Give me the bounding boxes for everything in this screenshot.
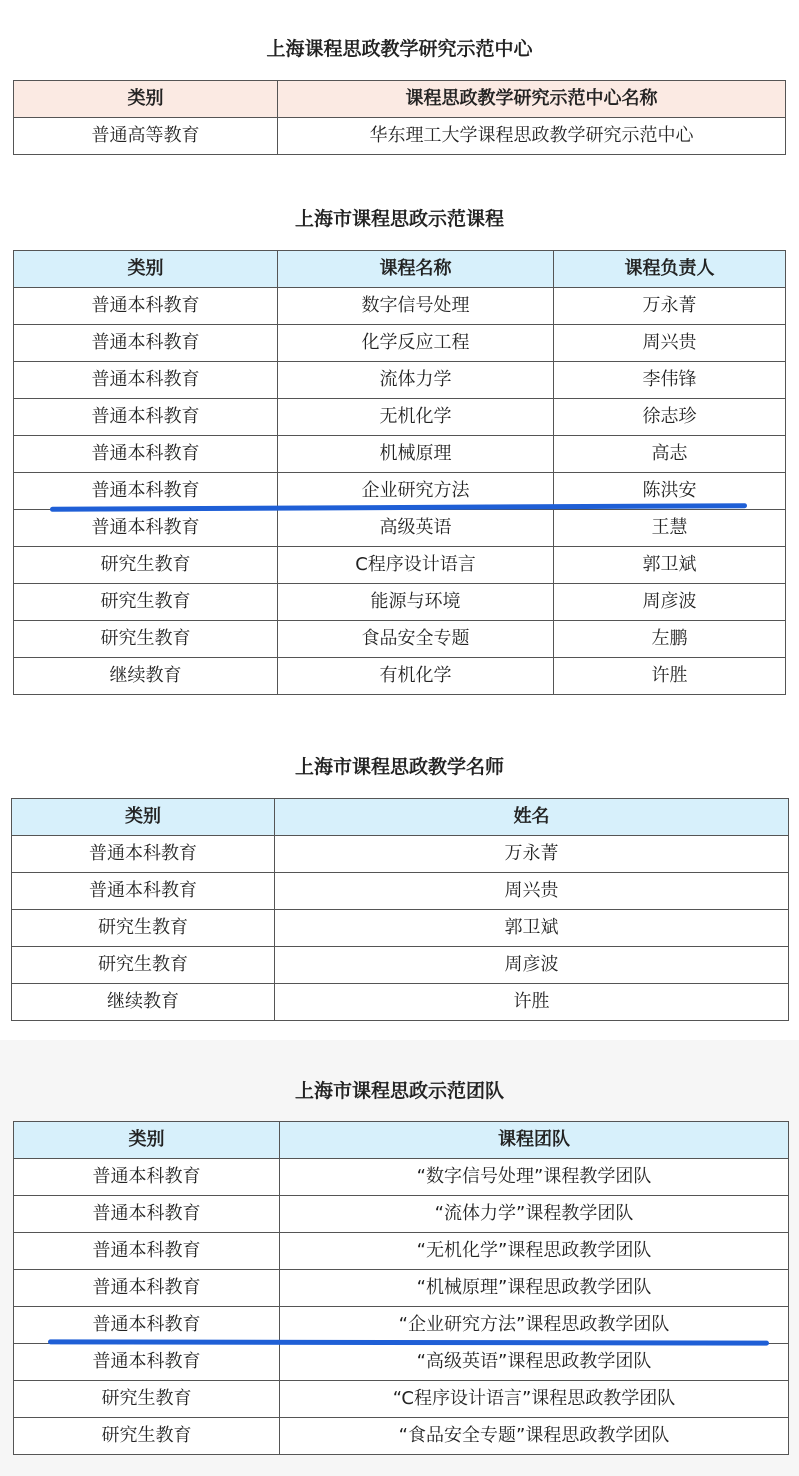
- cell-name: 许胜: [275, 984, 789, 1021]
- table-row: [14, 1418, 789, 1455]
- cell-team: “企业研究方法”课程思政教学团队: [280, 1307, 789, 1344]
- cell-category: 普通本科教育: [14, 1270, 280, 1307]
- table-header-row: [14, 1122, 789, 1159]
- cell-course-name: 有机化学: [278, 658, 554, 695]
- header-course-name: 课程名称: [278, 251, 554, 288]
- table-row: [12, 836, 789, 873]
- cell-category: 普通本科教育: [14, 1196, 280, 1233]
- table-row: [14, 1381, 789, 1418]
- cell-course-lead: 李伟锋: [554, 362, 786, 399]
- header-course-lead: 课程负责人: [554, 251, 786, 288]
- cell-name: 周彦波: [275, 947, 789, 984]
- cell-category: 普通本科教育: [14, 1233, 280, 1270]
- header-category: 类别: [14, 251, 278, 288]
- section-title-center: 上海课程思政教学研究示范中心: [266, 38, 533, 60]
- teams-table: [13, 1121, 789, 1455]
- table-row: [14, 288, 786, 325]
- cell-course-lead: 徐志珍: [554, 399, 786, 436]
- header-team: 课程团队: [280, 1122, 789, 1159]
- cell-course-lead: 郭卫斌: [554, 547, 786, 584]
- cell-course-name: 无机化学: [278, 399, 554, 436]
- cell-course-name: C程序设计语言: [278, 547, 554, 584]
- section-title-teams: 上海市课程思政示范团队: [294, 1080, 504, 1102]
- cell-course-name: 企业研究方法: [278, 473, 554, 510]
- table-row: [14, 547, 786, 584]
- cell-course-name: 机械原理: [278, 436, 554, 473]
- cell-course-lead: 王慧: [554, 510, 786, 547]
- cell-name: 郭卫斌: [275, 910, 789, 947]
- table-row: [12, 947, 789, 984]
- cell-category: 普通本科教育: [14, 1344, 280, 1381]
- cell-name: 周兴贵: [275, 873, 789, 910]
- cell-course-name: 高级英语: [278, 510, 554, 547]
- table-header-row: [14, 81, 786, 118]
- cell-category: 普通本科教育: [14, 473, 278, 510]
- cell-course-name: 化学反应工程: [278, 325, 554, 362]
- cell-team: “C程序设计语言”课程思政教学团队: [280, 1381, 789, 1418]
- cell-category: 普通本科教育: [14, 1307, 280, 1344]
- cell-category: 研究生教育: [12, 910, 275, 947]
- table-row: [14, 1159, 789, 1196]
- cell-course-lead: 周彦波: [554, 584, 786, 621]
- cell-course-lead: 许胜: [554, 658, 786, 695]
- cell-category: 普通本科教育: [14, 436, 278, 473]
- header-category: 类别: [14, 81, 278, 118]
- table-header-row: [12, 799, 789, 836]
- table-header-row: [14, 251, 786, 288]
- cell-category: 研究生教育: [12, 947, 275, 984]
- cell-category: 普通本科教育: [12, 836, 275, 873]
- cell-course-name: 食品安全专题: [278, 621, 554, 658]
- cell-category: 普通高等教育: [14, 118, 278, 155]
- cell-category: 研究生教育: [14, 1381, 280, 1418]
- table-row: [14, 1270, 789, 1307]
- cell-category: 普通本科教育: [14, 325, 278, 362]
- cell-category: 普通本科教育: [14, 399, 278, 436]
- header-name: 姓名: [275, 799, 789, 836]
- table-row: [14, 362, 786, 399]
- cell-category: 普通本科教育: [14, 288, 278, 325]
- cell-category: 普通本科教育: [14, 510, 278, 547]
- cell-center-name: 华东理工大学课程思政教学研究示范中心: [278, 118, 786, 155]
- table-row: [14, 584, 786, 621]
- cell-category: 继续教育: [14, 658, 278, 695]
- table-row: [14, 325, 786, 362]
- table-row: [14, 436, 786, 473]
- table-row: [14, 1196, 789, 1233]
- section-title-courses: 上海市课程思政示范课程: [294, 208, 504, 230]
- cell-course-lead: 高志: [554, 436, 786, 473]
- header-category: 类别: [14, 1122, 280, 1159]
- cell-category: 继续教育: [12, 984, 275, 1021]
- cell-category: 研究生教育: [14, 584, 278, 621]
- table-row: [14, 399, 786, 436]
- teachers-table: [11, 798, 789, 1021]
- table-row: [14, 658, 786, 695]
- table-row: [12, 873, 789, 910]
- cell-category: 普通本科教育: [14, 362, 278, 399]
- cell-course-lead: 陈洪安: [554, 473, 786, 510]
- header-center-name: 课程思政教学研究示范中心名称: [278, 81, 786, 118]
- cell-course-name: 数字信号处理: [278, 288, 554, 325]
- cell-course-name: 能源与环境: [278, 584, 554, 621]
- center-table: [13, 80, 786, 155]
- table-row-highlighted: [14, 1307, 789, 1344]
- cell-course-name: 流体力学: [278, 362, 554, 399]
- cell-team: “数字信号处理”课程教学团队: [280, 1159, 789, 1196]
- cell-course-lead: 左鹏: [554, 621, 786, 658]
- section-title-teachers: 上海市课程思政教学名师: [294, 756, 504, 778]
- cell-course-lead: 周兴贵: [554, 325, 786, 362]
- cell-course-lead: 万永菁: [554, 288, 786, 325]
- cell-team: “食品安全专题”课程思政教学团队: [280, 1418, 789, 1455]
- cell-team: “流体力学”课程教学团队: [280, 1196, 789, 1233]
- cell-category: 普通本科教育: [14, 1159, 280, 1196]
- courses-table: [13, 250, 786, 695]
- header-category: 类别: [12, 799, 275, 836]
- cell-category: 研究生教育: [14, 621, 278, 658]
- cell-category: 研究生教育: [14, 1418, 280, 1455]
- cell-team: “机械原理”课程思政教学团队: [280, 1270, 789, 1307]
- table-row: [14, 510, 786, 547]
- cell-team: “高级英语”课程思政教学团队: [280, 1344, 789, 1381]
- cell-category: 普通本科教育: [12, 873, 275, 910]
- table-row: [14, 1233, 789, 1270]
- cell-name: 万永菁: [275, 836, 789, 873]
- table-row: [14, 621, 786, 658]
- table-row: [14, 1344, 789, 1381]
- table-row: [12, 910, 789, 947]
- table-row: [12, 984, 789, 1021]
- table-row: [14, 118, 786, 155]
- cell-team: “无机化学”课程思政教学团队: [280, 1233, 789, 1270]
- cell-category: 研究生教育: [14, 547, 278, 584]
